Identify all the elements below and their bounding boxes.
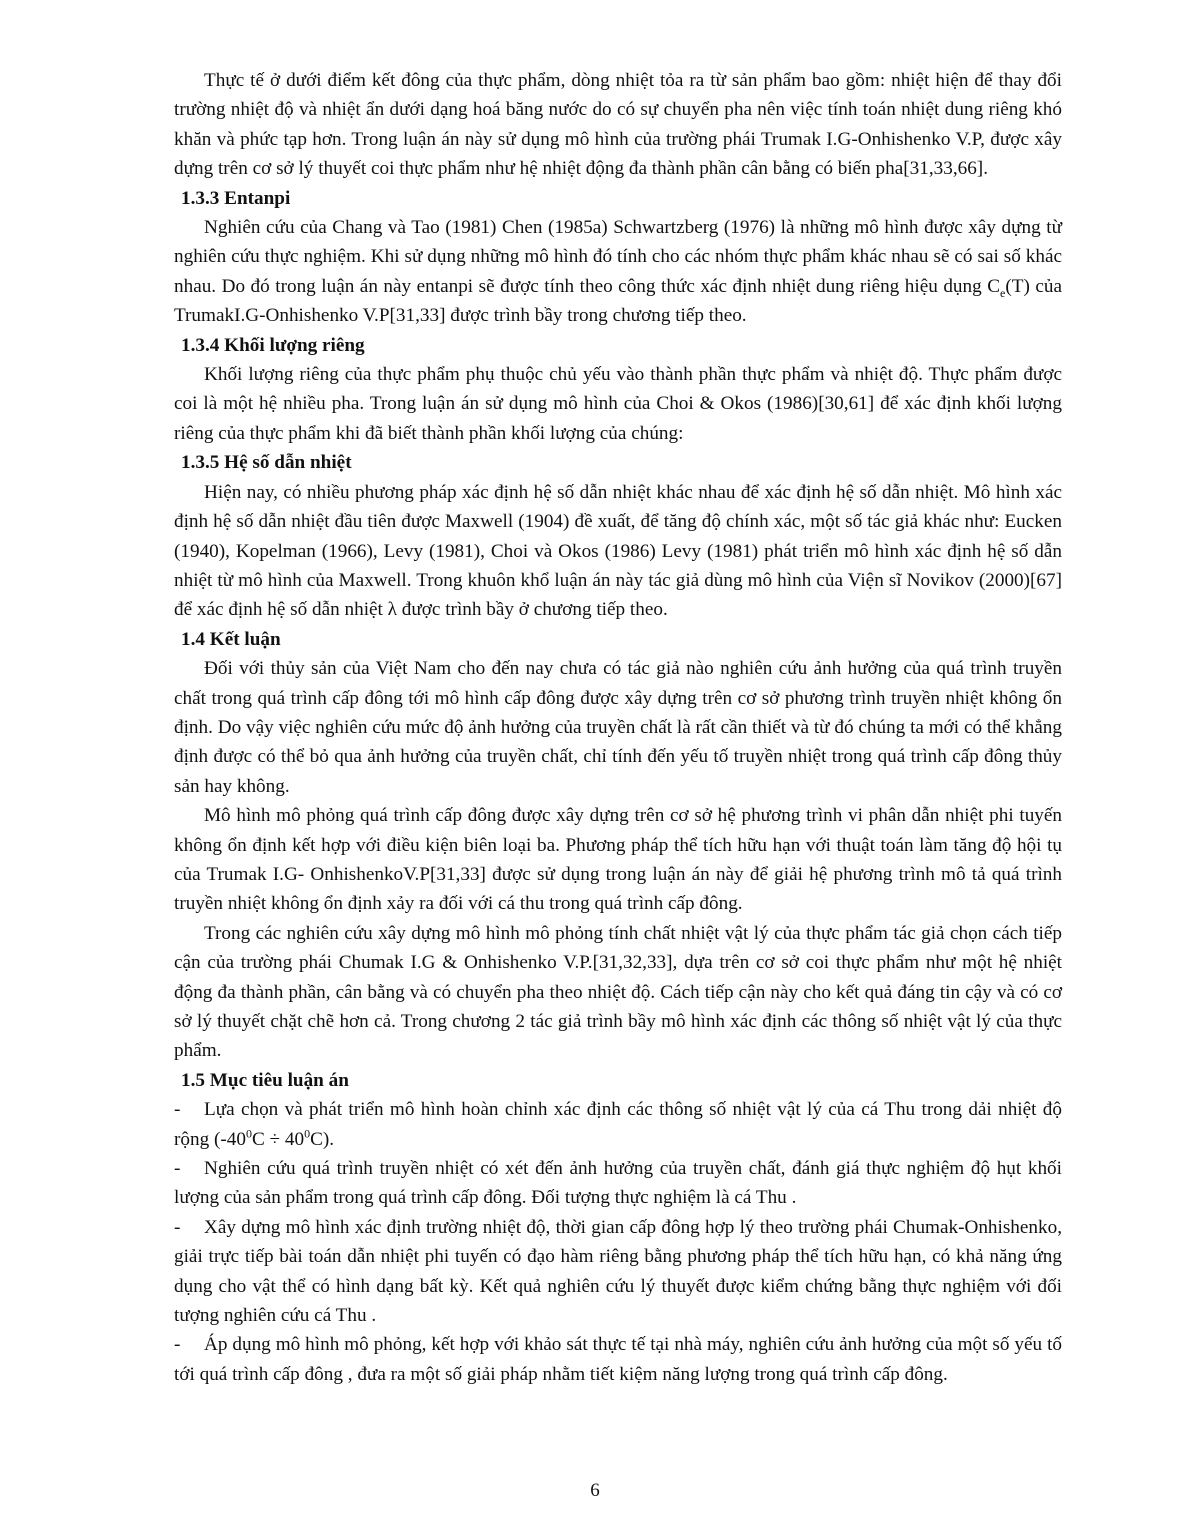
objective-4-text: Áp dụng mô hình mô phỏng, kết hợp với khảo sát thực tế tại nhà máy, nghiên cứu ảnh hưởng của một số yếu tố tới quá trình cấp đông , đưa ra một số giải pháp nhằm tiết kiệm năng lượng trong quá trình cấp đông. — [174, 1334, 1062, 1385]
paragraph-entanpi — [174, 213, 1062, 331]
objective-2-text: Nghiên cứu quá trình truyền nhiệt có xét đến ảnh hưởng của truyền chất, đánh giá thực nghiệm độ hụt khối lượng của sản phẩm trong quá trình cấp đông. Đối tượng thực nghiệm là cá Thu . — [174, 1158, 1062, 1209]
paragraph-conclusion-2: Mô hình mô phỏng quá trình cấp đông được xây dựng trên cơ sở hệ phương trình vi phân dẫn nhiệt phi tuyến không ổn định kết hợp với điều kiện biên loại ba. Phương pháp thể tích hữu hạn với thuật toán làm tăng độ hội tụ của Trumak I.G- OnhishenkoV.P[31,33] được sử dụng trong luận án này để giải hệ phương trình mô tả quá trình truyền nhiệt không ổn định xảy ra đối với cá thu trong quá trình cấp đông. — [174, 805, 1062, 915]
document-body — [174, 66, 1062, 1389]
heading-1-5-objectives: 1.5 Mục tiêu luận án — [181, 1069, 349, 1091]
bullet-dash: - — [174, 1216, 181, 1238]
heading-1-3-5-conductivity: 1.3.5 Hệ số dẫn nhiệt — [181, 452, 352, 474]
paragraph-entanpi-text-a: Nghiên cứu của Chang và Tao (1981) Chen (1985a) Schwartzberg (1976) là những mô hình được xây dựng từ nghiên cứu thực nghiệm. Khi sử dụng những mô hình đó tính cho các nhóm thực phẩm khác nhau sẽ có sai số khác nhau. Do đó trong luận án này entanpi sẽ được tính theo công thức xác định nhiệt dung riêng hiệu dụng C — [174, 217, 1062, 297]
heading-1-4-conclusion: 1.4 Kết luận — [181, 628, 281, 650]
objective-1-text-mid: C ÷ 40 — [251, 1128, 305, 1150]
subscript-e: e — [1000, 285, 1006, 300]
paragraph-freezing-heat: Thực tế ở dưới điểm kết đông của thực phẩm, dòng nhiệt tỏa ra từ sản phẩm bao gồm: nhiệt hiện để thay đổi trường nhiệt độ và nhiệt ẩn dưới dạng hoá băng nước do có sự chuyển pha nên việc tính toán nhiệt dung riêng khó khăn và phức tạp hơn. Trong luận án này sử dụng mô hình của trường phái Trumak I.G-Onhishenko V.P, được xây dựng trên cơ sở lý thuyết coi thực phẩm như hệ nhiệt động đa thành phần cân bằng có biến pha[31,33,66]. — [174, 70, 1062, 180]
objective-item-3 — [174, 1213, 1062, 1331]
objective-item-2 — [174, 1154, 1062, 1213]
heading-1-3-4-density: 1.3.4 Khối lượng riêng — [181, 334, 365, 356]
paragraph-conclusion-3: Trong các nghiên cứu xây dựng mô hình mô phỏng tính chất nhiệt vật lý của thực phẩm tác giả chọn cách tiếp cận của trường phái Chumak I.G & Onhishenko V.P.[31,32,33], dựa trên cơ sở coi thực phẩm như một hệ nhiệt động đa thành phần, cân bằng và có chuyển pha theo nhiệt độ. Cách tiếp cận này cho kết quả đáng tin cậy và có cơ sở lý thuyết chặt chẽ hơn cả. Trong chương 2 tác giả trình bầy mô hình xác định các thông số nhiệt vật lý của thực phẩm. — [174, 922, 1062, 1062]
superscript-degree: 0 — [245, 1126, 252, 1141]
objective-1-text-end: C). — [310, 1128, 335, 1150]
bullet-dash: - — [174, 1099, 181, 1121]
bullet-dash: - — [174, 1158, 181, 1180]
bullet-dash: - — [174, 1334, 181, 1356]
page-number: 6 — [590, 1480, 600, 1501]
objective-item-1 — [174, 1095, 1062, 1154]
paragraph-conductivity: Hiện nay, có nhiều phương pháp xác định hệ số dẫn nhiệt khác nhau để xác định hệ số dẫn nhiệt. Mô hình xác định hệ số dẫn nhiệt đầu tiên được Maxwell (1904) đề xuất, để tăng độ chính xác, một số tác giả khác như: Eucken (1940), Kopelman (1966), Levy (1981), Choi và Okos (1986) Levy (1981) phát triển mô hình xác định hệ số dẫn nhiệt từ mô hình của Maxwell. Trong khuôn khổ luận án này tác giả dùng mô hình của Viện sĩ Novikov (2000)[67] để xác định hệ số dẫn nhiệt λ được trình bầy ở chương tiếp theo. — [174, 481, 1062, 621]
objective-item-4 — [174, 1330, 1062, 1389]
objective-1-text-a: Lựa chọn và phát triển mô hình hoàn chỉnh xác định các thông số nhiệt vật lý của cá Thu trong dải nhiệt độ rộng (-40 — [174, 1099, 1062, 1150]
heading-1-3-3-entanpi: 1.3.3 Entanpi — [181, 187, 291, 209]
superscript-degree: 0 — [304, 1126, 311, 1141]
objective-3-text: Xây dựng mô hình xác định trường nhiệt độ, thời gian cấp đông hợp lý theo trường phái Chumak-Onhishenko, giải trực tiếp bài toán dẫn nhiệt phi tuyến có đạo hàm riêng bằng phương pháp thể tích hữu hạn, có khả năng ứng dụng cho vật thể có hình dạng bất kỳ. Kết quả nghiên cứu lý thuyết được kiểm chứng bằng thực nghiệm với đối tượng nghiên cứu cá Thu . — [174, 1216, 1062, 1327]
paragraph-conclusion-1: Đối với thủy sản của Việt Nam cho đến nay chưa có tác giả nào nghiên cứu ảnh hưởng của quá trình truyền chất trong quá trình cấp đông tới mô hình cấp đông được xây dựng trên cơ sở phương trình truyền nhiệt không ổn định. Do vậy việc nghiên cứu mức độ ảnh hưởng của truyền chất là rất cần thiết và từ đó chúng ta mới có thể khẳng định được có thể bỏ qua ảnh hưởng của truyền chất, chỉ tính đến yếu tố truyền nhiệt trong quá trình cấp đông thủy sản hay không. — [174, 658, 1062, 797]
paragraph-density: Khối lượng riêng của thực phẩm phụ thuộc chủ yếu vào thành phần thực phẩm và nhiệt độ. Thực phẩm được coi là một hệ nhiều pha. Trong luận án sử dụng mô hình của Choi & Okos (1986)[30,61] để xác định khối lượng riêng của thực phẩm khi đã biết thành phần khối lượng của chúng: — [174, 364, 1062, 444]
paragraph-entanpi-text-b: (T) của TrumakI.G-Onhishenko V.P[31,33] được trình bầy trong chương tiếp theo. — [174, 275, 1062, 327]
